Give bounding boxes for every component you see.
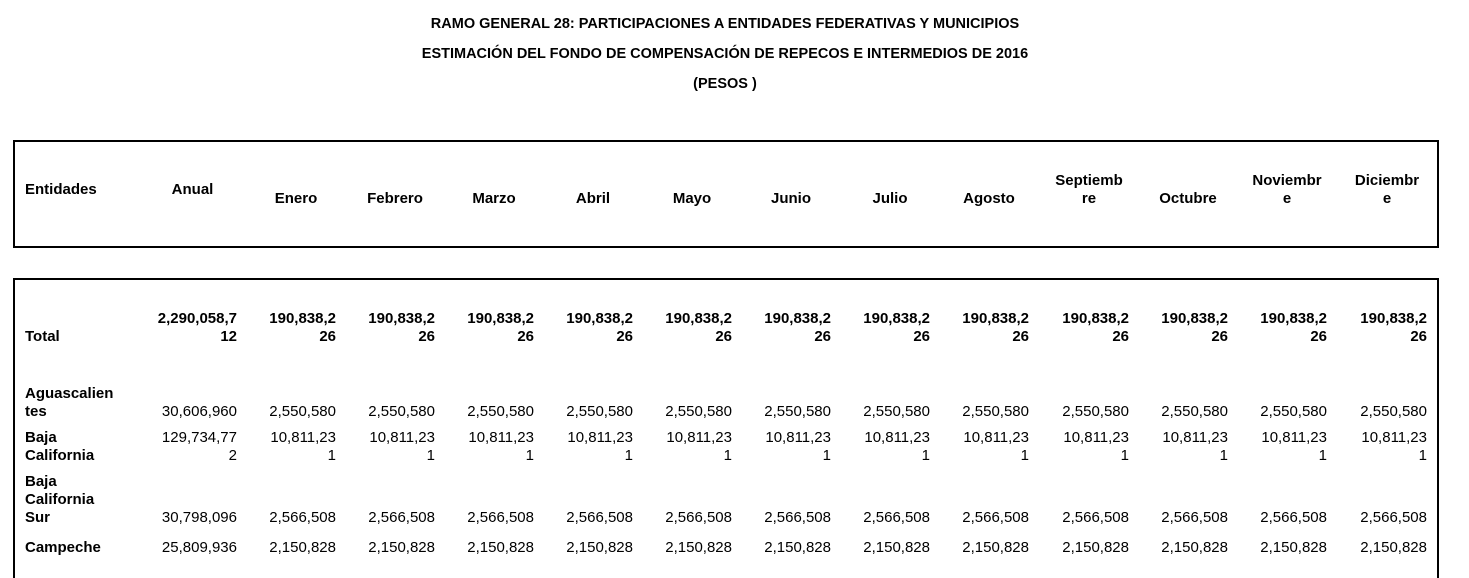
cell-line: 10,811,23: [369, 429, 435, 446]
cell-month: [830, 509, 930, 527]
col-header-month-line: e: [1382, 190, 1392, 207]
row-label-line: tes: [25, 403, 47, 420]
cell-month: [731, 403, 831, 421]
col-header-month: [845, 190, 935, 208]
cell-line: 2,150,828: [962, 539, 1029, 556]
cell-line: 26: [319, 328, 336, 345]
cell-anual: [137, 429, 237, 465]
cell-month: [632, 403, 732, 421]
row-label: [25, 328, 60, 346]
cell-line: 26: [814, 328, 831, 345]
cell-month: [533, 509, 633, 527]
col-header-month-line: Agosto: [963, 190, 1015, 207]
cell-month: [1128, 509, 1228, 527]
col-header-month-line: Octubre: [1159, 190, 1217, 207]
cell-month: [533, 539, 633, 557]
row-label-line: Total: [25, 328, 60, 345]
cell-line: 190,838,2: [863, 310, 930, 327]
cell-line: 2,566,508: [1260, 509, 1327, 526]
cell-line: 10,811,23: [864, 429, 930, 446]
cell-line: 25,809,936: [161, 539, 237, 556]
cell-line: 1: [1318, 447, 1327, 464]
cell-line: 10,811,23: [1261, 429, 1327, 446]
cell-line: 26: [1112, 328, 1129, 345]
row-label: [25, 473, 94, 527]
cell-month: [1227, 539, 1327, 557]
cell-month: [731, 429, 831, 465]
cell-month: [1029, 509, 1129, 527]
cell-line: 129,734,77: [161, 429, 237, 446]
cell-line: 2,150,828: [764, 539, 831, 556]
cell-line: 1: [1120, 447, 1129, 464]
cell-line: 30,606,960: [161, 403, 237, 420]
cell-month: [731, 310, 831, 346]
cell-line: 1: [723, 447, 732, 464]
cell-line: 190,838,2: [1161, 310, 1228, 327]
cell-line: 10,811,23: [963, 429, 1029, 446]
cell-month: [335, 509, 435, 527]
cell-line: 190,838,2: [269, 310, 336, 327]
cell-line: 26: [1012, 328, 1029, 345]
cell-line: 2,150,828: [1062, 539, 1129, 556]
cell-line: 2,566,508: [962, 509, 1029, 526]
cell-line: 2,150,828: [269, 539, 336, 556]
cell-month: [830, 403, 930, 421]
cell-month: [434, 403, 534, 421]
col-header-entidades: Entidades: [25, 181, 97, 198]
cell-month: [335, 429, 435, 465]
cell-month: [236, 403, 336, 421]
report-title: RAMO GENERAL 28: PARTICIPACIONES A ENTIDADES FEDERATIVAS Y MUNICIPIOS: [430, 16, 1020, 32]
cell-line: 2,550,580: [467, 403, 534, 420]
cell-line: 2,150,828: [1260, 539, 1327, 556]
col-header-month-line: Febrero: [367, 190, 423, 207]
cell-month: [929, 539, 1029, 557]
cell-line: 10,811,23: [666, 429, 732, 446]
cell-line: 2,566,508: [467, 509, 534, 526]
cell-month: [236, 539, 336, 557]
cell-line: 26: [715, 328, 732, 345]
col-header-month-line: Marzo: [472, 190, 516, 207]
cell-month: [1128, 403, 1228, 421]
cell-line: 26: [1211, 328, 1228, 345]
cell-line: 2,566,508: [1062, 509, 1129, 526]
col-header-month-line: re: [1081, 190, 1097, 207]
cell-month: [929, 429, 1029, 465]
col-header-month: [350, 190, 440, 208]
cell-line: 2,150,828: [665, 539, 732, 556]
row-label: [25, 385, 113, 421]
cell-line: 2,566,508: [1360, 509, 1427, 526]
row-label-line: Baja: [25, 429, 57, 446]
col-header-month-line: Noviembr: [1252, 172, 1322, 189]
cell-line: 12: [220, 328, 237, 345]
row-label: [25, 429, 94, 465]
cell-month: [1128, 310, 1228, 346]
cell-month: [929, 509, 1029, 527]
cell-month: [1327, 539, 1427, 557]
col-header-month: [746, 190, 836, 208]
cell-line: 26: [913, 328, 930, 345]
col-header-month: [548, 190, 638, 208]
cell-month: [335, 539, 435, 557]
cell-line: 2,150,828: [368, 539, 435, 556]
cell-line: 190,838,2: [368, 310, 435, 327]
cell-line: 26: [517, 328, 534, 345]
cell-line: 190,838,2: [665, 310, 732, 327]
cell-month: [533, 429, 633, 465]
cell-line: 1: [426, 447, 435, 464]
col-header-month-line: Diciembr: [1354, 172, 1420, 189]
cell-line: 190,838,2: [467, 310, 534, 327]
cell-line: 26: [1310, 328, 1327, 345]
cell-line: 2,566,508: [863, 509, 930, 526]
col-header-month-line: Enero: [274, 190, 318, 207]
cell-line: 2,550,580: [368, 403, 435, 420]
col-header-month-line: Septiemb: [1055, 172, 1123, 189]
cell-line: 2,150,828: [1360, 539, 1427, 556]
cell-month: [1327, 509, 1427, 527]
cell-month: [929, 310, 1029, 346]
cell-line: 2,550,580: [566, 403, 633, 420]
cell-line: 30,798,096: [161, 509, 237, 526]
row-label-line: California: [25, 447, 95, 464]
cell-month: [533, 403, 633, 421]
cell-month: [1029, 403, 1129, 421]
cell-month: [1227, 403, 1327, 421]
cell-month: [1327, 403, 1427, 421]
col-header-month: [1242, 172, 1332, 208]
cell-month: [1227, 509, 1327, 527]
cell-month: [632, 539, 732, 557]
col-header-month: [647, 190, 737, 208]
cell-month: [632, 310, 732, 346]
cell-month: [236, 429, 336, 465]
cell-month: [632, 509, 732, 527]
col-header-month: [944, 190, 1034, 208]
cell-line: 190,838,2: [962, 310, 1029, 327]
col-header-month: [1143, 190, 1233, 208]
cell-line: 2,150,828: [566, 539, 633, 556]
col-header-month-line: e: [1282, 190, 1292, 207]
cell-line: 2,566,508: [566, 509, 633, 526]
cell-month: [533, 310, 633, 346]
cell-line: 1: [1219, 447, 1228, 464]
cell-line: 2,290,058,7: [157, 310, 237, 327]
cell-anual: [137, 539, 237, 557]
cell-line: 2,550,580: [962, 403, 1029, 420]
row-label-line: Aguascalien: [25, 385, 114, 402]
cell-month: [335, 310, 435, 346]
row-label-line: Baja: [25, 473, 57, 490]
cell-month: [236, 310, 336, 346]
cell-line: 10,811,23: [567, 429, 633, 446]
cell-line: 10,811,23: [1063, 429, 1129, 446]
col-header-month: [1342, 172, 1432, 208]
cell-line: 2,566,508: [1161, 509, 1228, 526]
col-header-month: [449, 190, 539, 208]
cell-line: 10,811,23: [1361, 429, 1427, 446]
cell-anual: [137, 310, 237, 346]
cell-line: 2,550,580: [269, 403, 336, 420]
cell-line: 190,838,2: [1260, 310, 1327, 327]
col-header-month: [251, 190, 341, 208]
cell-line: 10,811,23: [270, 429, 336, 446]
report-subtitle: ESTIMACIÓN DEL FONDO DE COMPENSACIÓN DE REPECOS E INTERMEDIOS DE 2016: [421, 46, 1029, 62]
col-header-month-line: Abril: [575, 190, 611, 207]
row-label-line: California: [25, 491, 95, 508]
cell-month: [434, 310, 534, 346]
cell-line: 10,811,23: [468, 429, 534, 446]
cell-line: 1: [1020, 447, 1029, 464]
cell-month: [1029, 310, 1129, 346]
cell-month: [1327, 429, 1427, 465]
cell-line: 26: [418, 328, 435, 345]
cell-line: 190,838,2: [566, 310, 633, 327]
cell-month: [335, 403, 435, 421]
cell-month: [236, 509, 336, 527]
cell-line: 190,838,2: [764, 310, 831, 327]
cell-month: [1128, 539, 1228, 557]
cell-month: [929, 403, 1029, 421]
cell-line: 1: [1418, 447, 1427, 464]
cell-line: 26: [616, 328, 633, 345]
col-header-month-line: Julio: [872, 190, 908, 207]
cell-line: 2: [228, 447, 237, 464]
cell-line: 1: [525, 447, 534, 464]
cell-line: 2,566,508: [269, 509, 336, 526]
cell-line: 2,550,580: [1062, 403, 1129, 420]
cell-month: [1029, 539, 1129, 557]
cell-line: 2,566,508: [665, 509, 732, 526]
cell-month: [1327, 310, 1427, 346]
col-header-month-line: Junio: [771, 190, 811, 207]
cell-month: [1227, 310, 1327, 346]
cell-line: 2,566,508: [368, 509, 435, 526]
report-units: (PESOS ): [693, 76, 757, 92]
cell-month: [830, 310, 930, 346]
cell-line: 190,838,2: [1062, 310, 1129, 327]
cell-line: 2,550,580: [665, 403, 732, 420]
cell-line: 1: [822, 447, 831, 464]
cell-line: 2,550,580: [1360, 403, 1427, 420]
cell-line: 1: [624, 447, 633, 464]
cell-line: 2,566,508: [764, 509, 831, 526]
cell-line: 2,550,580: [764, 403, 831, 420]
cell-line: 1: [327, 447, 336, 464]
cell-line: 10,811,23: [765, 429, 831, 446]
cell-month: [434, 509, 534, 527]
cell-line: 10,811,23: [1162, 429, 1228, 446]
row-label: [25, 539, 101, 557]
cell-line: 2,550,580: [863, 403, 930, 420]
cell-line: 190,838,2: [1360, 310, 1427, 327]
cell-month: [830, 429, 930, 465]
cell-anual: [137, 403, 237, 421]
row-label-line: Sur: [25, 509, 51, 526]
col-header-month: [1044, 172, 1134, 208]
cell-month: [434, 539, 534, 557]
cell-month: [1227, 429, 1327, 465]
cell-month: [1029, 429, 1129, 465]
cell-line: 2,550,580: [1260, 403, 1327, 420]
cell-line: 2,150,828: [467, 539, 534, 556]
cell-month: [632, 429, 732, 465]
cell-line: 2,150,828: [863, 539, 930, 556]
cell-month: [830, 539, 930, 557]
col-header-anual: Anual: [171, 181, 214, 198]
cell-line: 2,550,580: [1161, 403, 1228, 420]
cell-month: [434, 429, 534, 465]
cell-line: 2,150,828: [1161, 539, 1228, 556]
cell-month: [731, 509, 831, 527]
row-label-line: Campeche: [25, 539, 101, 556]
col-header-month-line: Mayo: [672, 190, 712, 207]
cell-line: 1: [921, 447, 930, 464]
cell-line: 26: [1410, 328, 1427, 345]
cell-anual: [137, 509, 237, 527]
cell-month: [731, 539, 831, 557]
cell-month: [1128, 429, 1228, 465]
